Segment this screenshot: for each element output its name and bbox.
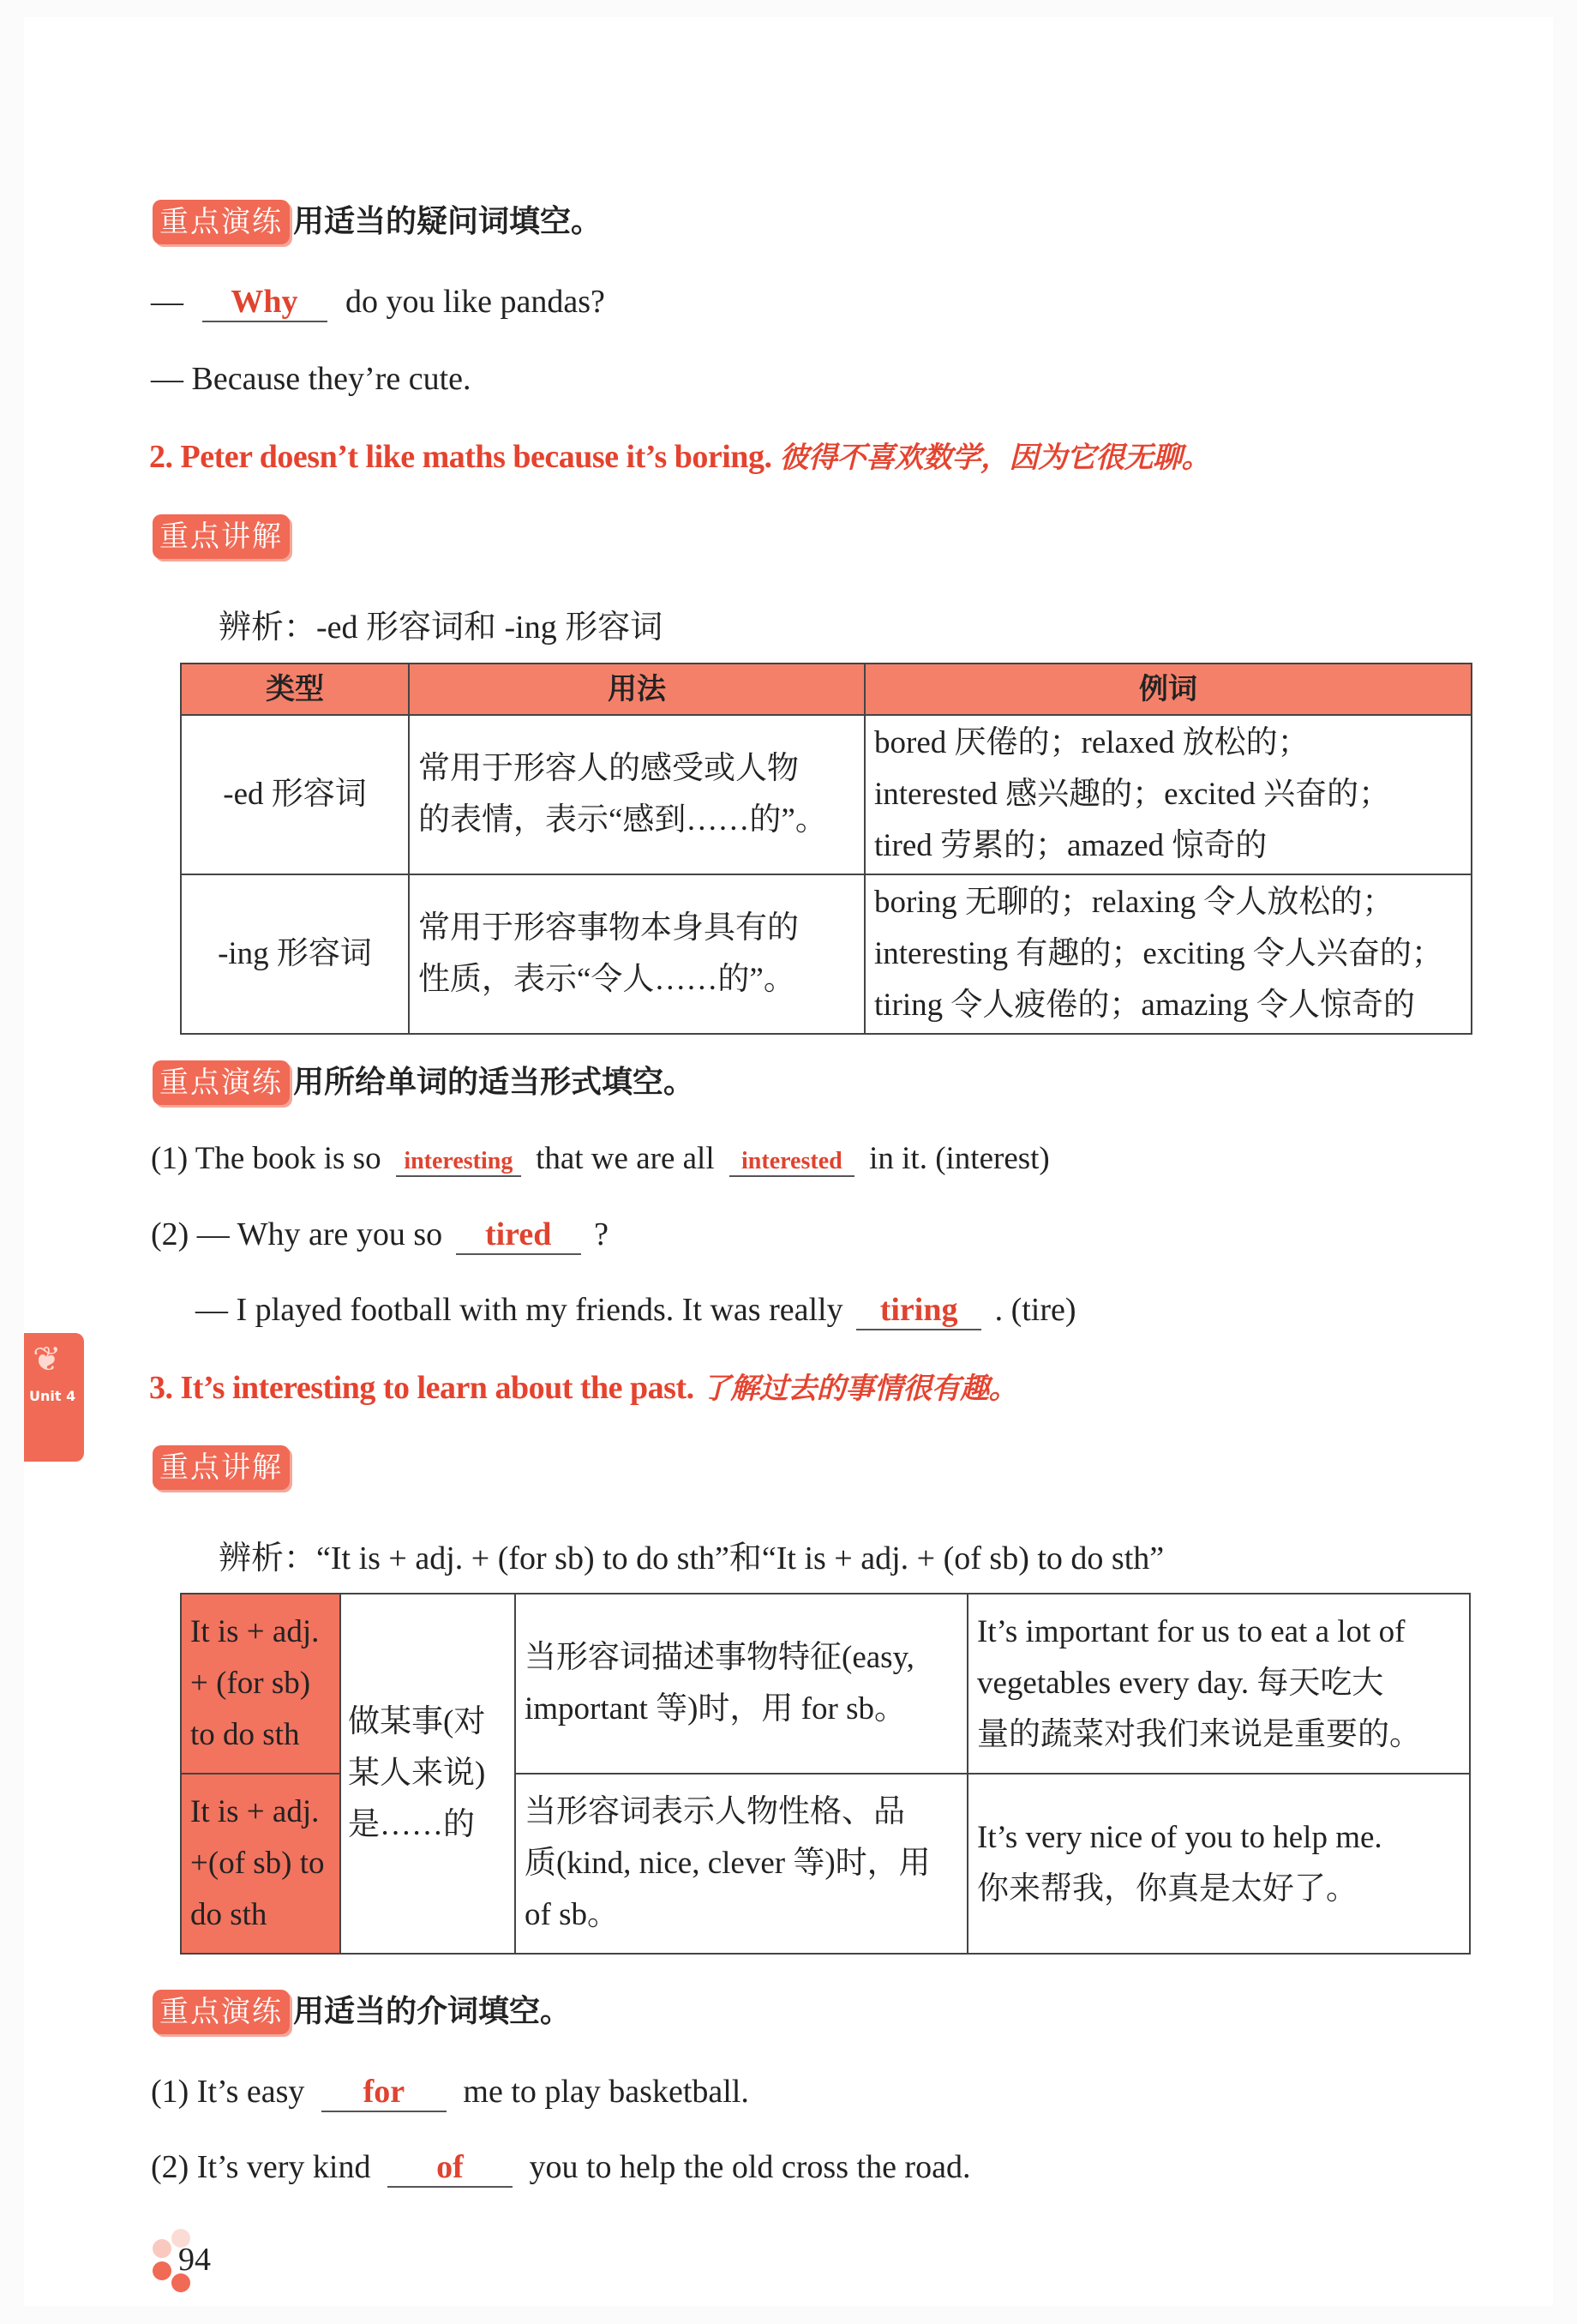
table-row [181, 715, 1472, 874]
example-line: It’s very nice of you to help me. [977, 1820, 1382, 1855]
adjective-table [180, 663, 1472, 1035]
question-line [151, 283, 605, 322]
decor-dot-icon [153, 2261, 171, 2280]
page-number: 94 [178, 2242, 211, 2278]
usage-cell [515, 1594, 968, 1774]
question-1 [151, 2073, 749, 2112]
practice-badge: 重点演练 [153, 1060, 290, 1105]
instruction-text: 用适当的介词填空。 [293, 1994, 572, 2029]
type-cell: -ed 形容词 [181, 715, 409, 874]
meaning-line: 做某事(对 [348, 1704, 486, 1739]
question-text: me to play basketball. [463, 2074, 749, 2110]
usage-line: important 等)时，用 for sb。 [525, 1691, 906, 1726]
answer-blank: for [321, 2073, 447, 2112]
structure-line: to do sth [190, 1717, 300, 1752]
example-line: bored 厌倦的；relaxed 放松的； [874, 725, 1310, 760]
structure-line: +(of sb) to [190, 1846, 325, 1881]
type-cell: -ing 形容词 [181, 874, 409, 1034]
examples-cell [865, 874, 1472, 1034]
practice-badge: 重点演练 [153, 200, 290, 244]
answer-blank: interested [729, 1148, 854, 1177]
question-text: (2) It’s very kind [151, 2149, 371, 2185]
example-line: boring 无聊的；relaxing 令人放松的； [874, 885, 1394, 920]
header-examples: 例词 [865, 664, 1472, 715]
question-text: — I played football with my friends. It was really [195, 1292, 843, 1328]
usage-cell [409, 715, 865, 874]
decor-dot-icon [153, 2239, 171, 2258]
explain-subtitle: 辨析：-ed 形容词和 -ing 形容词 [219, 610, 663, 646]
examples-cell [865, 715, 1472, 874]
question-text: that we are all [536, 1141, 715, 1176]
example-line: tiring 令人疲倦的；amazing 令人惊奇的 [874, 988, 1415, 1023]
usage-cell [515, 1774, 968, 1954]
question-text: . (tire) [994, 1292, 1076, 1328]
header-usage: 用法 [409, 664, 865, 715]
example-cell [968, 1594, 1470, 1774]
key-sentence-chinese: 了解过去的事情很有趣。 [701, 1372, 1018, 1406]
usage-line: of sb。 [525, 1897, 619, 1932]
example-line: tired 劳累的；amazed 惊奇的 [874, 828, 1268, 863]
answer-blank: Why [202, 283, 327, 322]
unit-side-tab [24, 1333, 84, 1462]
example-line: 你来帮我，你真是太好了。 [977, 1871, 1358, 1907]
key-sentence-english: 3. It’s interesting to learn about the past. [149, 1370, 694, 1406]
question-text: (1) The book is so [151, 1141, 381, 1176]
table-row [181, 1594, 1470, 1774]
meaning-line: 是……的 [348, 1807, 475, 1842]
usage-line: 的表情，表示“感到……的”。 [418, 802, 827, 838]
question-text: (2) — Why are you so [151, 1216, 443, 1252]
structure-cell [181, 1594, 340, 1774]
table-row [181, 874, 1472, 1034]
structure-line: It is + adj. [190, 1794, 320, 1829]
key-sentence-chinese: 彼得不喜欢数学，因为它很无聊。 [779, 441, 1210, 475]
answer-line: — Because they’re cute. [151, 361, 471, 397]
explain-section-2 [153, 514, 290, 559]
question-2 [151, 2148, 970, 2188]
structure-line: do sth [190, 1897, 267, 1932]
meaning-cell [340, 1594, 515, 1954]
usage-line: 当形容词表示人物性格、品 [525, 1794, 905, 1829]
question-3 [195, 1291, 1076, 1330]
question-text: in it. (interest) [869, 1141, 1050, 1176]
usage-line: 常用于形容人的感受或人物 [418, 751, 799, 786]
usage-line: 性质，表示“令人……的”。 [418, 962, 795, 997]
usage-line: 当形容词描述事物特征(easy, [525, 1640, 914, 1675]
explain-badge: 重点讲解 [153, 1445, 290, 1490]
structure-line: + (for sb) [190, 1666, 311, 1701]
example-line: vegetables every day. 每天吃大 [977, 1666, 1384, 1701]
answer-blank: of [387, 2148, 513, 2188]
example-line: It’s important for us to eat a lot of [977, 1614, 1406, 1649]
question-1 [151, 1140, 1050, 1177]
meaning-line: 某人来说) [348, 1756, 486, 1791]
unit-label: Unit 4 [29, 1388, 76, 1404]
practice-section-3 [153, 1987, 571, 2034]
usage-line: 常用于形容事物本身具有的 [418, 910, 799, 946]
instruction-text: 用所给单词的适当形式填空。 [293, 1065, 695, 1100]
practice-badge: 重点演练 [153, 1990, 290, 2034]
example-cell [968, 1774, 1470, 1954]
answer-blank: interesting [396, 1148, 521, 1177]
instruction-text: 用适当的疑问词填空。 [293, 204, 603, 239]
structure-line: It is + adj. [190, 1614, 320, 1649]
wing-emblem-icon: ❦ [33, 1340, 62, 1379]
example-line: interested 感兴趣的；excited 兴奋的； [874, 777, 1391, 812]
table-header-row [181, 664, 1472, 715]
practice-section-1 [153, 197, 602, 244]
question-text: do you like pandas? [345, 284, 605, 320]
question-2 [151, 1216, 609, 1255]
answer-blank: tired [456, 1216, 581, 1255]
explain-badge: 重点讲解 [153, 514, 290, 559]
key-sentence-english: 2. Peter doesn’t like maths because it’s boring. [149, 439, 772, 475]
explain-section-3 [153, 1445, 290, 1490]
dash: — [151, 284, 183, 320]
explain-subtitle: 辨析：“It is + adj. + (for sb) to do sth”和“It is + adj. + (of sb) to do sth” [219, 1540, 1165, 1576]
key-sentence-2 [149, 434, 1210, 476]
question-text: ? [594, 1216, 609, 1252]
usage-cell [409, 874, 865, 1034]
structure-table [180, 1593, 1471, 1955]
header-type: 类型 [181, 664, 409, 715]
question-text: you to help the old cross the road. [529, 2149, 971, 2185]
example-line: interesting 有趣的；exciting 令人兴奋的； [874, 936, 1443, 971]
key-sentence-3 [149, 1365, 1017, 1407]
practice-section-2 [153, 1058, 694, 1105]
example-line: 量的蔬菜对我们来说是重要的。 [977, 1717, 1421, 1752]
structure-cell [181, 1774, 340, 1954]
answer-blank: tiring [856, 1291, 981, 1330]
usage-line: 质(kind, nice, clever 等)时，用 [525, 1846, 931, 1881]
question-text: (1) It’s easy [151, 2074, 305, 2110]
